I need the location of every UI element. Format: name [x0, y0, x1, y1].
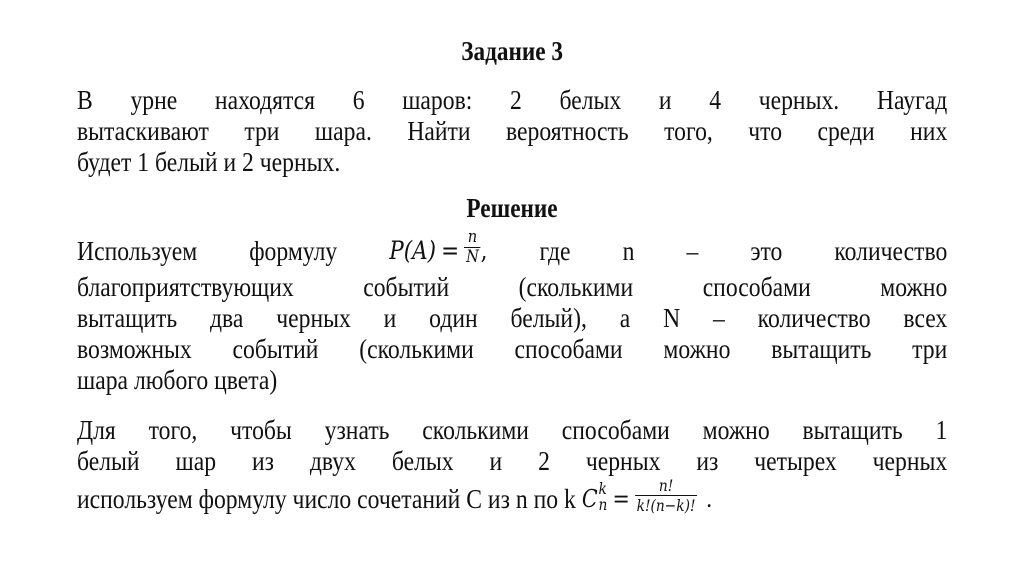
word: находятся — [214, 84, 316, 115]
word: того, — [664, 115, 713, 146]
fraction-denominator: k!(n−k)! — [636, 495, 696, 515]
word: и — [383, 302, 397, 333]
word: N — [663, 302, 681, 333]
combination-fraction — [635, 476, 697, 515]
word: Найти — [407, 115, 471, 146]
formula-equals: = — [441, 236, 460, 265]
para2-line-2 — [77, 445, 947, 476]
word: четырех — [754, 445, 837, 476]
word: можно — [880, 271, 948, 302]
word: них — [910, 115, 948, 146]
solution-heading — [0, 193, 1024, 223]
word: способами — [561, 414, 670, 445]
problem-line-3-text: будет 1 белый и 2 черных. — [77, 146, 341, 177]
word: – — [686, 235, 699, 266]
probability-formula — [389, 226, 488, 273]
word: количество — [834, 235, 948, 266]
word: черных. — [758, 84, 840, 115]
word: Наугад — [876, 84, 948, 115]
word: один — [429, 302, 478, 333]
combination-sup-k: k — [598, 479, 607, 498]
formula-comma: , — [480, 236, 488, 265]
word: шар — [175, 445, 217, 476]
word: Используем — [77, 235, 198, 266]
word: и — [658, 84, 672, 115]
word: это — [750, 235, 783, 266]
word: возможных — [77, 333, 192, 364]
combination-indices — [598, 481, 607, 513]
word: формулу — [249, 235, 338, 266]
word: три — [244, 115, 280, 146]
task-title — [0, 36, 1024, 66]
combination-paragraph — [77, 414, 947, 522]
word: 6 — [352, 84, 365, 115]
word: Для — [77, 414, 116, 445]
word: шара. — [314, 115, 372, 146]
combination-formula — [582, 476, 713, 522]
task-title-text: Задание 3 — [461, 36, 563, 66]
word: узнать — [324, 414, 390, 445]
word: два — [210, 302, 244, 333]
problem-line-2 — [77, 115, 947, 146]
formula-fraction — [464, 228, 480, 267]
word: количество — [757, 302, 871, 333]
word: из — [696, 445, 719, 476]
problem-line-3 — [77, 146, 947, 177]
word: урне — [130, 84, 178, 115]
word: белых — [559, 84, 622, 115]
word: всех — [903, 302, 948, 333]
problem-line-1 — [77, 84, 947, 115]
word: способами — [702, 271, 811, 302]
formula-period: . — [705, 485, 713, 513]
solution-text — [77, 226, 948, 395]
word: три — [912, 333, 948, 364]
combination-symbol: C — [581, 485, 598, 513]
word: а — [619, 302, 631, 333]
word: можно — [663, 333, 731, 364]
problem-statement — [77, 84, 947, 177]
fraction-numerator: n — [467, 226, 478, 247]
word: – — [713, 302, 725, 333]
word: и — [489, 445, 503, 476]
word: событий — [363, 271, 450, 302]
word: благоприятствующих — [77, 271, 294, 302]
word: событий — [232, 333, 319, 364]
solution-line-1 — [77, 226, 948, 273]
word: двух — [309, 445, 356, 476]
word: 1 — [935, 414, 948, 445]
solution-line-3 — [77, 302, 947, 333]
word: среди — [817, 115, 875, 146]
word: белый), — [510, 302, 587, 333]
word: В — [77, 84, 93, 115]
word: (сколькими — [359, 333, 474, 364]
word: 4 — [709, 84, 722, 115]
fraction-denominator: N — [466, 246, 479, 267]
combination-sub-n: n — [598, 495, 608, 514]
fraction-numerator: n! — [658, 475, 674, 495]
word: 2 — [509, 84, 522, 115]
solution-line-5-text: шара любого цвета) — [77, 364, 278, 395]
word: того, — [148, 414, 198, 445]
word: черных — [585, 445, 661, 476]
solution-line-5 — [77, 364, 947, 395]
word: 2 — [538, 445, 550, 476]
word: шаров: — [402, 84, 473, 115]
word: вытаскивают — [77, 115, 209, 146]
word: черных — [276, 302, 351, 333]
para2-line-3-text: используем формулу число сочетаний С из n по k — [77, 483, 576, 514]
solution-line-2 — [77, 271, 947, 302]
word: белый — [77, 445, 140, 476]
formula-equals: = — [612, 485, 630, 513]
word: способами — [514, 333, 623, 364]
word: вытащить — [771, 333, 872, 364]
solution-line-4 — [77, 333, 947, 364]
word: черных — [872, 445, 948, 476]
word: вытащить — [77, 302, 178, 333]
word: что — [748, 115, 783, 146]
word: (сколькими — [518, 271, 634, 302]
formula-lhs: P(A) — [389, 236, 437, 265]
solution-heading-text: Решение — [466, 193, 558, 223]
word: n — [622, 235, 635, 266]
word: чтобы — [230, 414, 292, 445]
word: из — [251, 445, 274, 476]
para2-line-1 — [77, 414, 947, 445]
word: вытащить — [802, 414, 903, 445]
word: можно — [702, 414, 770, 445]
word: белых — [391, 445, 454, 476]
word: сколькими — [422, 414, 529, 445]
word: вероятность — [506, 115, 629, 146]
para2-line-3 — [77, 476, 947, 522]
word: где — [539, 235, 571, 266]
